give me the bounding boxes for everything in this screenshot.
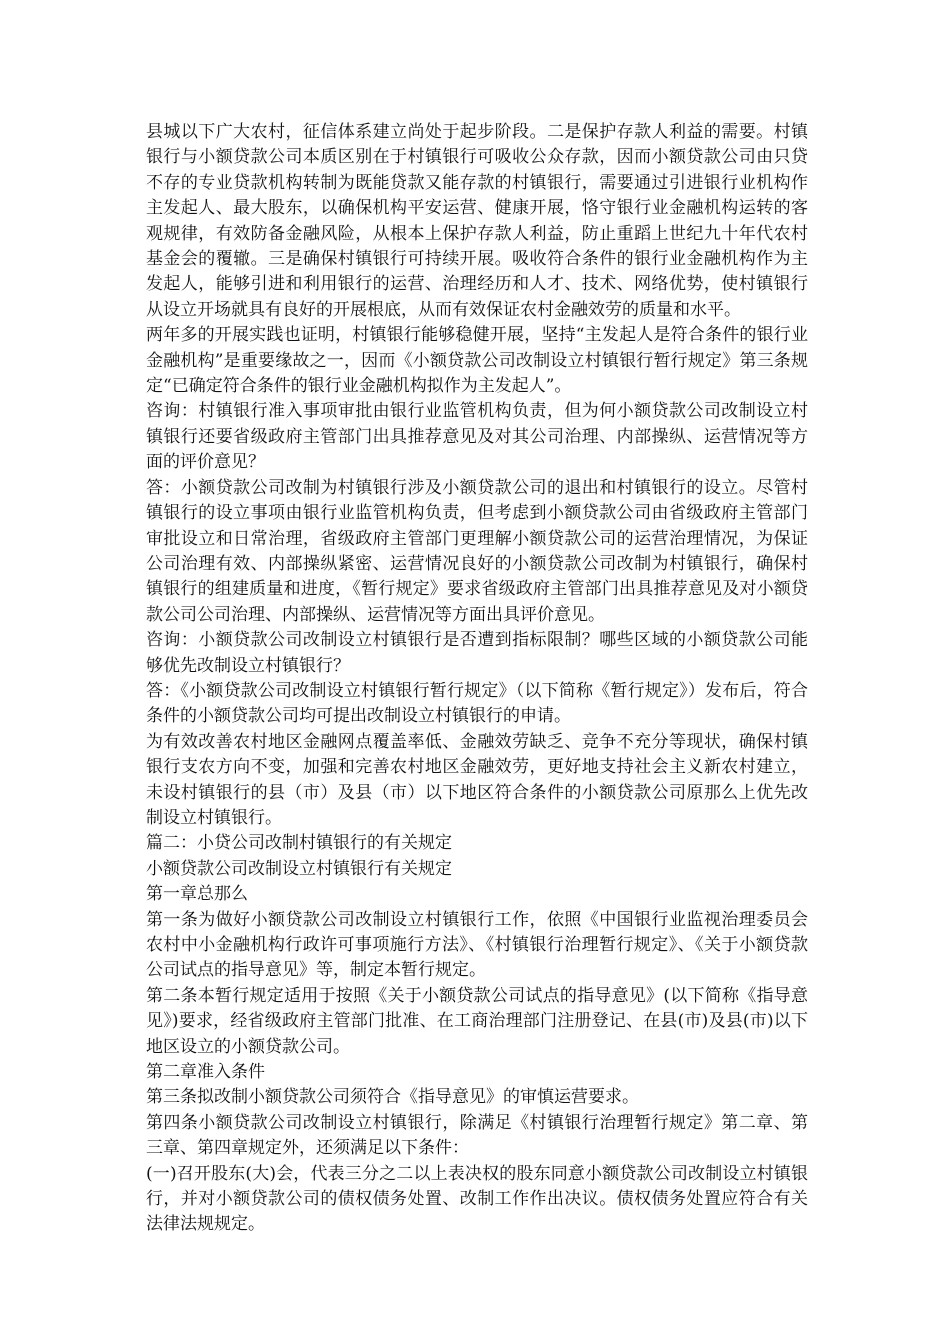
paragraph-3: 咨询：村镇银行准入事项审批由银行业监管机构负责，但为何小额贷款公司改制设立村镇银行还要省级政府主管部门出具推荐意见及对其公司治理、内部操纵、运营情况等方面的评价意见？ [146,401,808,473]
regulation-title: 小额贷款公司改制设立村镇银行有关规定 [146,858,452,879]
paragraph-7: 为有效改善农村地区金融网点覆盖率低、金融效劳缺乏、竞争不充分等现状，确保村镇银行支农方向不变，加强和完善农村地区金融效劳，更好地支持社会主义新农村建立，未设村镇银行的县（市）及县（市）以下地区符合条件的小额贷款公司原那么上优先改制设立村镇银行。 [146,731,808,828]
paragraph-6: 答：《小额贷款公司改制设立村镇银行暂行规定》（以下简称《暂行规定》）发布后，符合条件的小额贷款公司均可提出改制设立村镇银行的申请。 [146,680,808,727]
article-2: 第二条本暂行规定适用于按照《关于小额贷款公司试点的指导意见》(以下简称《指导意见》)要求，经省级政府主管部门批准、在工商治理部门注册登记、在县(市)及县(市)以下地区设立的小额贷款公司。 [146,985,808,1057]
chapter-heading-1: 第一章总那么 [146,884,248,905]
article-4: 第四条小额贷款公司改制设立村镇银行，除满足《村镇银行治理暂行规定》第二章、第三章、第四章规定外，还须满足以下条件： [146,1112,808,1159]
paragraph-4: 答：小额贷款公司改制为村镇银行涉及小额贷款公司的退出和村镇银行的设立。尽管村镇银行的设立事项由银行业监管机构负责，但考虑到小额贷款公司由省级政府主管部门审批设立和日常治理，省级政府主管部门更理解小额贷款公司的运营治理情况，为保证公司治理有效、内部操纵紧密、运营情况良好的小额贷款公司改制为村镇银行，确保村镇银行的组建质量和进度，《暂行规定》要求省级政府主管部门出具推荐意见及对小额贷款公司公司治理、内部操纵、运营情况等方面出具评价意见。 [146,477,808,625]
section-heading-2: 篇二：小贷公司改制村镇银行的有关规定 [146,833,452,854]
article-4-item-1: (一)召开股东(大)会，代表三分之二以上表决权的股东同意小额贷款公司改制设立村镇银行，并对小额贷款公司的债权债务处置、改制工作作出决议。债权债务处置应符合有关法律法规规定。 [146,1163,808,1235]
article-1: 第一条为做好小额贷款公司改制设立村镇银行工作，依照《中国银行业监视治理委员会农村中小金融机构行政许可事项施行方法》、《村镇银行治理暂行规定》、《关于小额贷款公司试点的指导意见》等，制定本暂行规定。 [146,909,808,981]
article-3: 第三条拟改制小额贷款公司须符合《指导意见》的审慎运营要求。 [146,1087,639,1108]
chapter-heading-2: 第二章准入条件 [146,1062,265,1083]
paragraph-2: 两年多的开展实践也证明，村镇银行能够稳健开展，坚持“主发起人是符合条件的银行业金融机构”是重要缘故之一，因而《小额贷款公司改制设立村镇银行暂行规定》第三条规定“已确定符合条件的银行业金融机构拟作为主发起人”。 [146,325,808,397]
paragraph-5: 咨询：小额贷款公司改制设立村镇银行是否遭到指标限制？哪些区域的小额贷款公司能够优先改制设立村镇银行？ [146,630,808,676]
document-body [146,120,808,1238]
paragraph-1: 县城以下广大农村，征信体系建立尚处于起步阶段。二是保护存款人利益的需要。村镇银行与小额贷款公司本质区别在于村镇银行可吸收公众存款，因而小额贷款公司由只贷不存的专业贷款机构转制为既能贷款又能存款的村镇银行，需要通过引进银行业机构作主发起人、最大股东，以确保机构平安运营、健康开展，恪守银行业金融机构运转的客观规律，有效防备金融风险，从根本上保护存款人利益，防止重蹈上世纪九十年代农村基金会的覆辙。三是确保村镇银行可持续开展。吸收符合条件的银行业金融机构作为主发起人，能够引进和利用银行的运营、治理经历和人才、技术、网络优势，使村镇银行从设立开场就具有良好的开展根底，从而有效保证农村金融效劳的质量和水平。 [146,122,808,320]
